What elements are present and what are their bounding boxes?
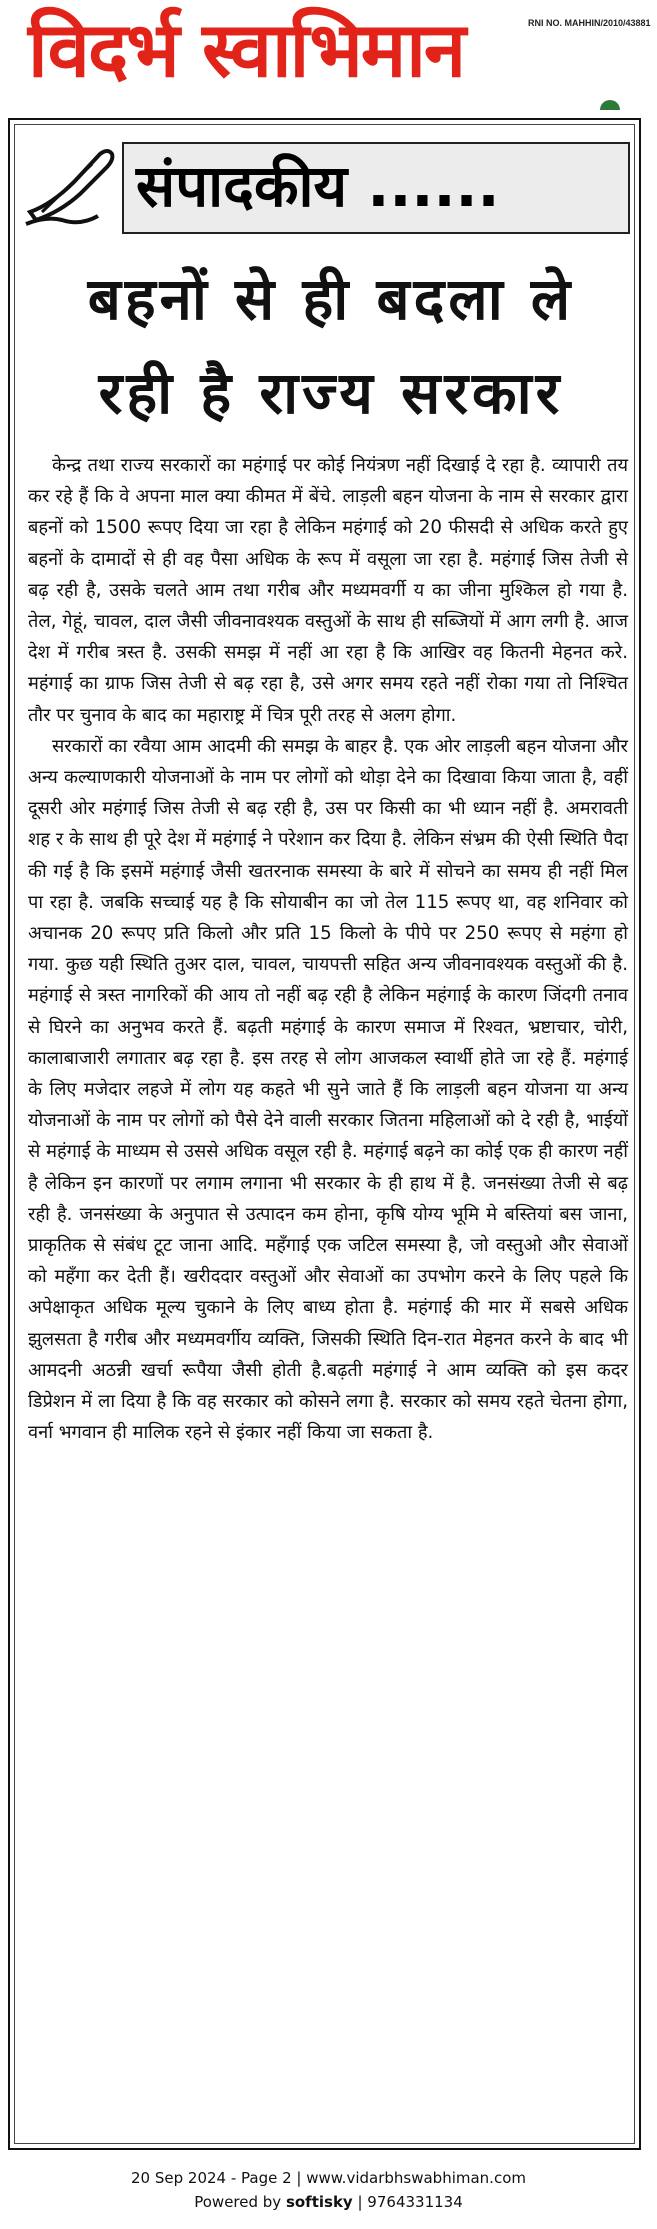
headline-line-1: बहनों से ही बदला ले — [87, 265, 575, 333]
footer-powered-by — [0, 2190, 657, 2214]
quill-pen-icon — [22, 142, 122, 232]
headline-line-2: रही है राज्य सरकार — [98, 359, 564, 427]
article-paragraph-1: केन्द्र तथा राज्य सरकारों का महंगाई पर कोई नियंत्रण नहीं दिखाई दे रहा है. व्यापारी तय कर रहे हैं कि वे अपना माल क्या कीमत में बेंचे. लाड़ली बहन योजना के नाम से सरकार द्वारा बहनों को 1500 रूपए दिया जा रहा है लेकिन महंगाई को 20 फीसदी से अधिक करते हुए बहनों के दामादों से ही वह पैसा अधिक के रूप में वसूला जा रहा है. महंगाई जिस तेजी से बढ़ रही है, उसके चलते आम तथा गरीब और मध्यमवर्गी य का जीना मुश्किल हो गया है. तेल, गेहूं, चावल, दाल जैसी जीवनावश्यक वस्तुओं के साथ ही सब्जियों में आग लगी है. आज देश में गरीब त्रस्त है. उसकी समझ में नहीं आ रहा है कि आखिर वह कितनी मेहनत करे. महंगाई का ग्राफ जिस तेजी से बढ़ रहा है, उसे अगर समय रहते नहीं रोका गया तो निश्चित तौर पर चुनाव के बाद का महाराष्ट्र में चित्र पूरी तरह से अलग होगा. — [28, 455, 628, 726]
article-body — [28, 450, 628, 1449]
masthead — [0, 0, 657, 112]
section-label: संपादकीय ...... — [136, 152, 500, 220]
footer-phone: | 9764331134 — [352, 2193, 463, 2211]
rni-number: RNI NO. MAHHIN/2010/43881 — [528, 18, 651, 28]
footer-brand: softisky — [285, 2193, 353, 2211]
footer-date-site: 20 Sep 2024 - Page 2 | www.vidarbhswabhiman.com — [131, 2169, 526, 2187]
page-footer — [0, 2166, 657, 2214]
article-headline — [36, 252, 626, 440]
footer-powered-prefix: Powered by — [194, 2193, 286, 2211]
masthead-logo-icon — [600, 100, 620, 110]
article-paragraph-2: सरकारों का रवैया आम आदमी की समझ के बाहर है. एक ओर लाड़ली बहन योजना और अन्य कल्याणकारी योजनाओं के नाम पर लोगों को थोड़ा देने का दिखावा किया जाता है, वहीं दूसरी ओर महंगाई जिस तेजी से बढ़ रही है, उस पर किसी का भी ध्यान नहीं है. अमरावती शह र के साथ ही पूरे देश में महंगाई ने परेशान कर दिया है. लेकिन संभ्रम की ऐसी स्थिति पैदा की गई है कि इसमें महंगाई जैसी खतरनाक समस्या के बारे में सोचने का समय ही नहीं मिल पा रहा है. जबकि सच्चाई यह है कि सोयाबीन का जो तेल 115 रूपए था, वह शनिवार को अचानक 20 रूपए प्रति किलो और प्रति 15 किलो के पीपे पर 250 रूपए से महंगा हो गया. कुछ यही स्थिति तुअर दाल, चावल, चायपत्ती सहित अन्य जीवनावश्यक वस्तुओं की है. महंगाई से त्रस्त नागरिकों की आय तो नहीं बढ़ रही है लेकिन महंगाई के कारण जिंदगी तनाव से घिरने का अनुभव करते हैं. बढ़ती महंगाई के कारण समाज में रिश्वत, भ्रष्टाचार, चोरी, कालाबाजारी लगातार बढ़ रहा है. इस तरह से लोग आजकल स्वार्थी होते जा रहे हैं. महंगाई के लिए मजेदार लहजे में लोग यह कहते भी सुने जाते हैं कि लाड़ली बहन योजना या अन्य योजनाओं के नाम पर लोगों को पैसे देने वाली सरकार जितना महिलाओं को दे रही है, भाईयों से महंगाई के माध्यम से उससे अधिक वसूल रही है. महंगाई बढ़ने का कोई एक ही कारण नहीं है लेकिन इन कारणों पर लगाम लगाना भी सरकार के ही हाथ में है. जनसंख्या तेजी से बढ़ रही है. जनसंख्या के अनुपात से उत्पादन कम होना, कृषि योग्य भूमि मे बस्तियां बस जाना, प्राकृतिक से संबंध टूट जाना आदि. महँगाई एक जटिल समस्या है, जो वस्तुओ और सेवाओं को महँगा कर देती हैं। खरीददार वस्तुओं और सेवाओं का उपभोग करने के लिए पहले कि अपेक्षाकृत अधिक मूल्य चुकाने के लिए बाध्य होता है. महंगाई की मार में सबसे अधिक झुलसता है गरीब और मध्यमवर्गीय व्यक्ति, जिसकी स्थिति दिन-रात मेहनत करने के बाद भी आमदनी अठन्नी खर्चा रूपैया जैसी होती है.बढ़ती महंगाई ने आम व्यक्ति को इस कदर डिप्रेशन में ला दिया है कि वह सरकार को कोसने लगा है. सरकार को समय रहते चेतना होगा, वर्ना भगवान ही मालिक रहने से इंकार नहीं किया जा सकता है. — [28, 735, 628, 1444]
masthead-title: विदर्भ स्वाभिमान — [28, 5, 465, 94]
